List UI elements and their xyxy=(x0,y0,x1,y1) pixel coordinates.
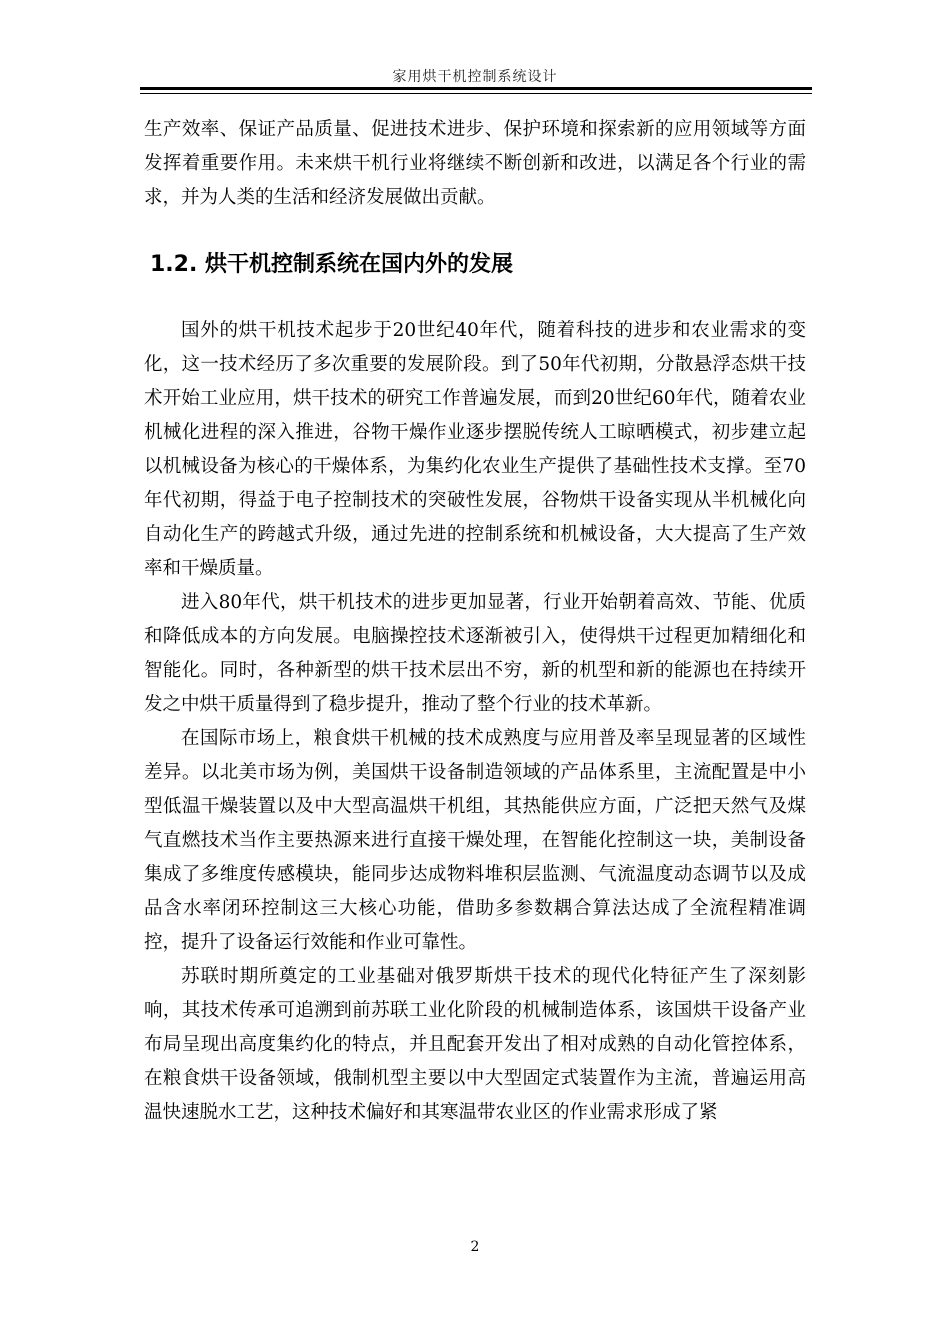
paragraph-continued: 生产效率、保证产品质量、促进技术进步、保护环境和探索新的应用领域等方面发挥着重要作用。未来烘干机行业将继续不断创新和改进，以满足各个行业的需求，并为人类的生活和经济发展做出贡献。 xyxy=(144,119,806,208)
header-rule-thin xyxy=(140,93,812,94)
paragraph-foreign-history: 国外的烘干机技术起步于20世纪40年代，随着科技的进步和农业需求的变化，这一技术经历了多次重要的发展阶段。到了50年代初期，分散悬浮态烘干技术开始工业应用，烘干技术的研究工作普遍发展，而到20世纪60年代，随着农业机械化进程的深入推进，谷物干燥作业逐步摆脱传统人工晾晒模式，初步建立起以机械设备为核心的干燥体系，为集约化农业生产提供了基础性技术支撑。至70年代初期，得益于电子控制技术的突破性发展，谷物烘干设备实现从半机械化向自动化生产的跨越式升级，通过先进的控制系统和机械设备，大大提高了生产效率和干燥质量。 xyxy=(144,320,806,579)
paragraph-international-market: 在国际市场上，粮食烘干机械的技术成熟度与应用普及率呈现显著的区域性差异。以北美市场为例，美国烘干设备制造领域的产品体系里，主流配置是中小型低温干燥装置以及中大型高温烘干机组，其热能供应方面，广泛把天然气及煤气直燃技术当作主要热源来进行直接干燥处理，在智能化控制这一块，美制设备集成了多维度传感模块，能同步达成物料堆积层监测、气流温度动态调节以及成品含水率闭环控制这三大核心功能，借助多参数耦合算法达成了全流程精准调控，提升了设备运行效能和作业可靠性。 xyxy=(144,728,806,953)
paragraph-russia: 苏联时期所奠定的工业基础对俄罗斯烘干技术的现代化特征产生了深刻影响，其技术传承可追溯到前苏联工业化阶段的机械制造体系，该国烘干设备产业布局呈现出高度集约化的特点，并且配套开发出了相对成熟的自动化管控体系，在粮食烘干设备领域，俄制机型主要以中大型固定式装置作为主流，普遍运用高温快速脱水工艺，这种技术偏好和其寒温带农业区的作业需求形成了紧 xyxy=(144,966,806,1123)
header-title: 家用烘干机控制系统设计 xyxy=(392,69,558,85)
page-number: 2 xyxy=(470,1239,480,1255)
paragraph-1980s: 进入80年代，烘干机技术的进步更加显著，行业开始朝着高效、节能、优质和降低成本的方向发展。电脑操控技术逐渐被引入，使得烘干过程更加精细化和智能化。同时，各种新型的烘干技术层出不穷，新的机型和新的能源也在持续开发之中烘干质量得到了稳步提升，推动了整个行业的技术革新。 xyxy=(144,592,806,715)
page-body xyxy=(144,113,806,1130)
section-heading: 1.2. 烘干机控制系统在国内外的发展 xyxy=(150,252,513,277)
header-rule-thick xyxy=(140,87,812,90)
